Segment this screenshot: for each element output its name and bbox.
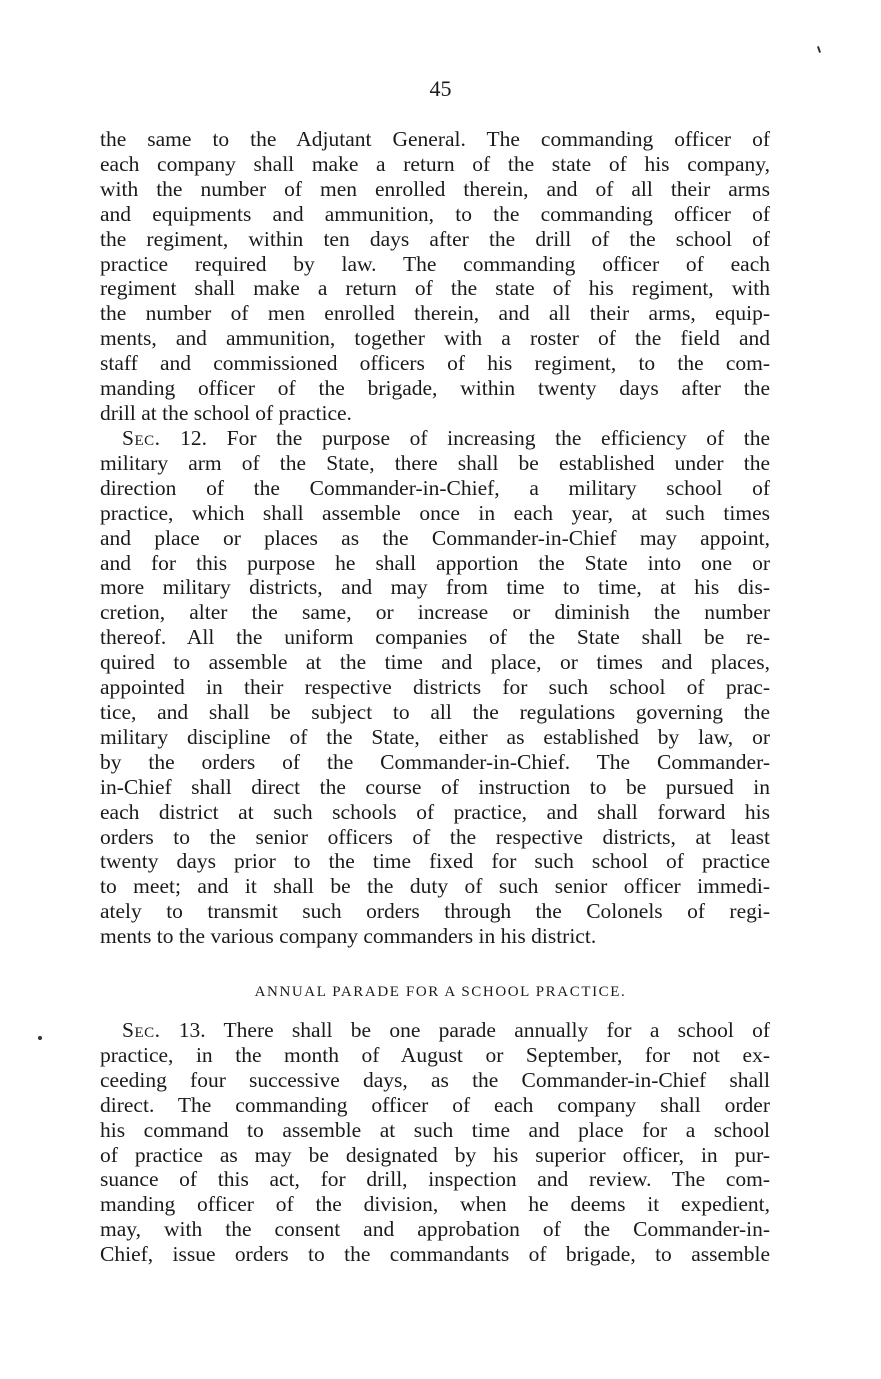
text-line: the same to the Adjutant General. The commanding officer of xyxy=(100,127,770,151)
text-line: twenty days prior to the time fixed for such school of practice xyxy=(100,849,770,874)
stray-mark-top-right xyxy=(817,46,821,53)
text-line: manding officer of the brigade, within twenty days after the xyxy=(100,376,770,401)
text-line: practice required by law. The commanding officer of each xyxy=(100,251,770,276)
text-line: with the number of men enrolled therein, and of all their arms xyxy=(100,176,770,201)
text-line: each company shall make a return of the state of his company, xyxy=(100,151,770,176)
section-12-first-line-text: 12. For the purpose of increasing the efficiency of the xyxy=(160,426,770,450)
text-line: his command to assemble at such time and place for a school xyxy=(100,1117,770,1142)
section-12-first-line xyxy=(100,426,770,451)
text-line: orders to the senior officers of the respective districts, at least xyxy=(100,824,770,849)
section-13-paragraph xyxy=(100,1018,770,1267)
text-line: more military districts, and may from time to time, at his dis- xyxy=(100,575,770,600)
text-line: cretion, alter the same, or increase or diminish the number xyxy=(100,600,770,625)
text-line: quired to assemble at the time and place, or times and places, xyxy=(100,650,770,675)
text-line: manding officer of the division, when he deems it expedient, xyxy=(100,1192,770,1217)
text-line: suance of this act, for drill, inspection and review. The com- xyxy=(100,1167,770,1192)
text-line: ments, and ammunition, together with a roster of the field and xyxy=(100,326,770,351)
text-line: ceeding four successive days, as the Commander-in-Chief shall xyxy=(100,1067,770,1092)
text-line: and for this purpose he shall apportion the State into one or xyxy=(100,550,770,575)
text-line: drill at the school of practice. xyxy=(100,400,352,425)
section-label: Sec. xyxy=(122,426,161,450)
section-13-first-line-text: 13. There shall be one parade annually for a school of xyxy=(160,1018,770,1042)
section-heading: ANNUAL PARADE FOR A SCHOOL PRACTICE. xyxy=(254,984,627,1000)
text-line: to meet; and it shall be the duty of such senior officer immedi- xyxy=(100,874,770,899)
page-number: 45 xyxy=(429,76,452,101)
text-line: appointed in their respective districts for such school of prac- xyxy=(100,675,770,700)
text-line: direct. The commanding officer of each company shall order xyxy=(100,1092,770,1117)
text-line: thereof. All the uniform companies of the State shall be re- xyxy=(100,625,770,650)
text-line: military discipline of the State, either as established by law, or xyxy=(100,724,770,749)
text-line: the number of men enrolled therein, and all their arms, equip- xyxy=(100,301,770,326)
text-line: each district at such schools of practice, and shall forward his xyxy=(100,799,770,824)
text-line: ments to the various company commanders in his district. xyxy=(100,924,597,949)
section-label: Sec. xyxy=(122,1018,161,1042)
text-line: staff and commissioned officers of his regiment, to the com- xyxy=(100,351,770,376)
text-line: of practice as may be designated by his superior officer, in pur- xyxy=(100,1142,770,1167)
text-line: direction of the Commander-in-Chief, a military school of xyxy=(100,475,770,500)
text-line: ately to transmit such orders through the Colonels of regi- xyxy=(100,899,770,924)
text-line: regiment shall make a return of the state of his regiment, with xyxy=(100,276,770,301)
stray-mark-left xyxy=(38,1036,42,1040)
text-line: and equipments and ammunition, to the commanding officer of xyxy=(100,201,770,226)
text-line: may, with the consent and approbation of the Commander-in- xyxy=(100,1217,770,1242)
text-line: the regiment, within ten days after the drill of the school of xyxy=(100,226,770,251)
text-line: military arm of the State, there shall be established under the xyxy=(100,450,770,475)
text-line: and place or places as the Commander-in-Chief may appoint, xyxy=(100,525,770,550)
section-12-paragraph xyxy=(100,426,770,949)
section-13-first-line xyxy=(100,1018,770,1043)
text-line: practice, in the month of August or September, for not ex- xyxy=(100,1042,770,1067)
text-line: Chief, issue orders to the commandants of brigade, to assemble xyxy=(100,1242,770,1267)
text-line: tice, and shall be subject to all the regulations governing the xyxy=(100,699,770,724)
text-line: in-Chief shall direct the course of instruction to be pursued in xyxy=(100,774,770,799)
text-line: practice, which shall assemble once in each year, at such times xyxy=(100,500,770,525)
continuation-paragraph xyxy=(100,127,770,426)
text-line: by the orders of the Commander-in-Chief. The Commander- xyxy=(100,749,770,774)
